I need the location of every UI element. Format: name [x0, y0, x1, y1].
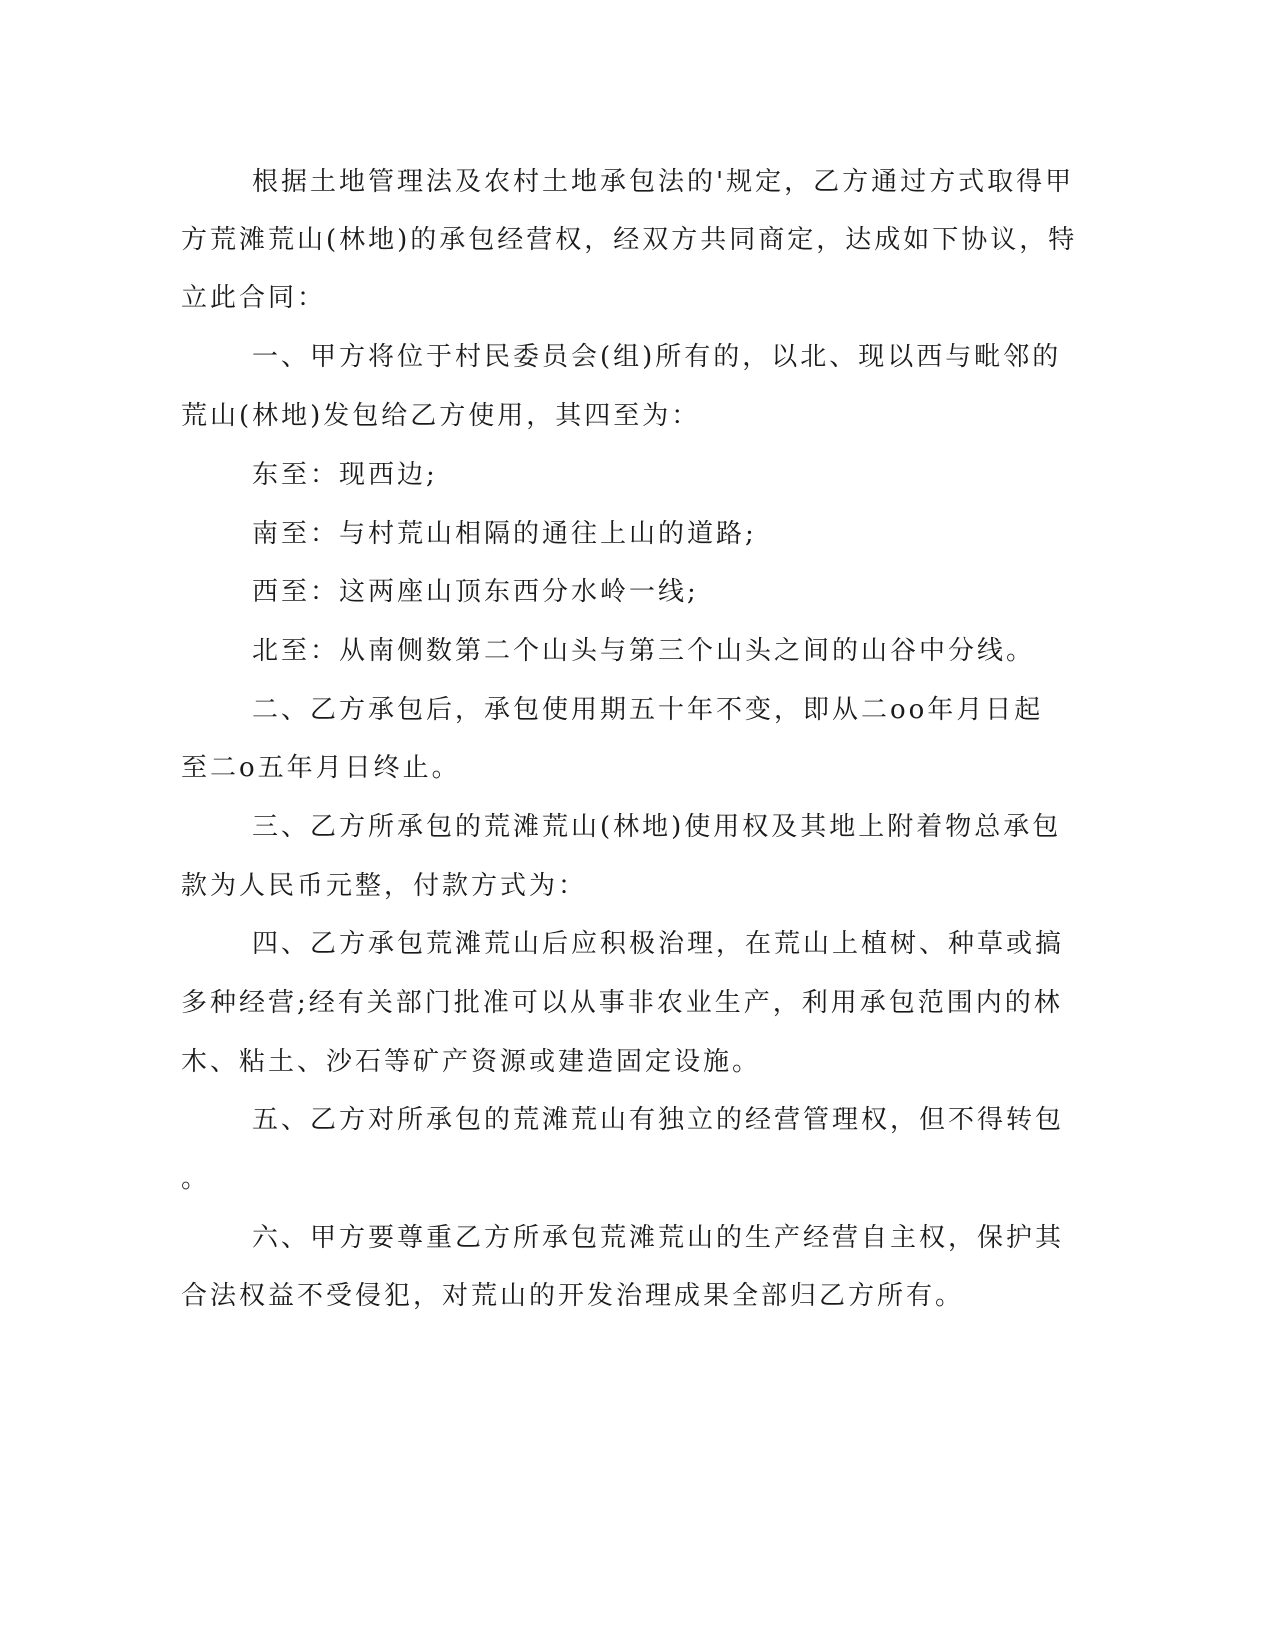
paragraph-line: 三、乙方所承包的荒滩荒山(林地)使用权及其地上附着物总承包 — [252, 812, 1062, 842]
paragraph-line: 荒山(林地)发包给乙方使用，其四至为： — [181, 401, 701, 431]
boundary-south: 南至：与村荒山相隔的通往上山的道路; — [252, 519, 757, 549]
paragraph-line: 。 — [181, 1164, 211, 1194]
paragraph-line: 方荒滩荒山(林地)的承包经营权，经双方共同商定，达成如下协议，特 — [181, 225, 1078, 255]
paragraph-line: 四、乙方承包荒滩荒山后应积极治理，在荒山上植树、种草或搞 — [252, 929, 1065, 959]
paragraph-line: 合法权益不受侵犯，对荒山的开发治理成果全部归乙方所有。 — [181, 1281, 965, 1311]
paragraph-line: 二、乙方承包后，承包使用期五十年不变，即从二oo年月日起 — [252, 695, 1044, 725]
paragraph-line: 六、甲方要尊重乙方所承包荒滩荒山的生产经营自主权，保护其 — [252, 1223, 1065, 1253]
paragraph-line: 木、粘土、沙石等矿产资源或建造固定设施。 — [181, 1047, 762, 1077]
boundary-east: 东至：现西边; — [252, 460, 438, 490]
paragraph-line: 一、甲方将位于村民委员会(组)所有的，以北、现以西与毗邻的 — [252, 342, 1062, 372]
boundary-north: 北至：从南侧数第二个山头与第三个山头之间的山谷中分线。 — [252, 636, 1036, 666]
paragraph-line: 根据土地管理法及农村土地承包法的'规定，乙方通过方式取得甲 — [252, 167, 1075, 197]
boundary-west: 西至：这两座山顶东西分水岭一线; — [252, 577, 699, 607]
paragraph-line: 至二o五年月日终止。 — [181, 753, 461, 783]
paragraph-line: 多种经营;经有关部门批准可以从事非农业生产，利用承包范围内的林 — [181, 988, 1063, 1018]
paragraph-line: 五、乙方对所承包的荒滩荒山有独立的经营管理权，但不得转包 — [252, 1105, 1065, 1135]
paragraph-line: 立此合同： — [181, 283, 327, 313]
paragraph-line: 款为人民币元整，付款方式为： — [181, 871, 588, 901]
